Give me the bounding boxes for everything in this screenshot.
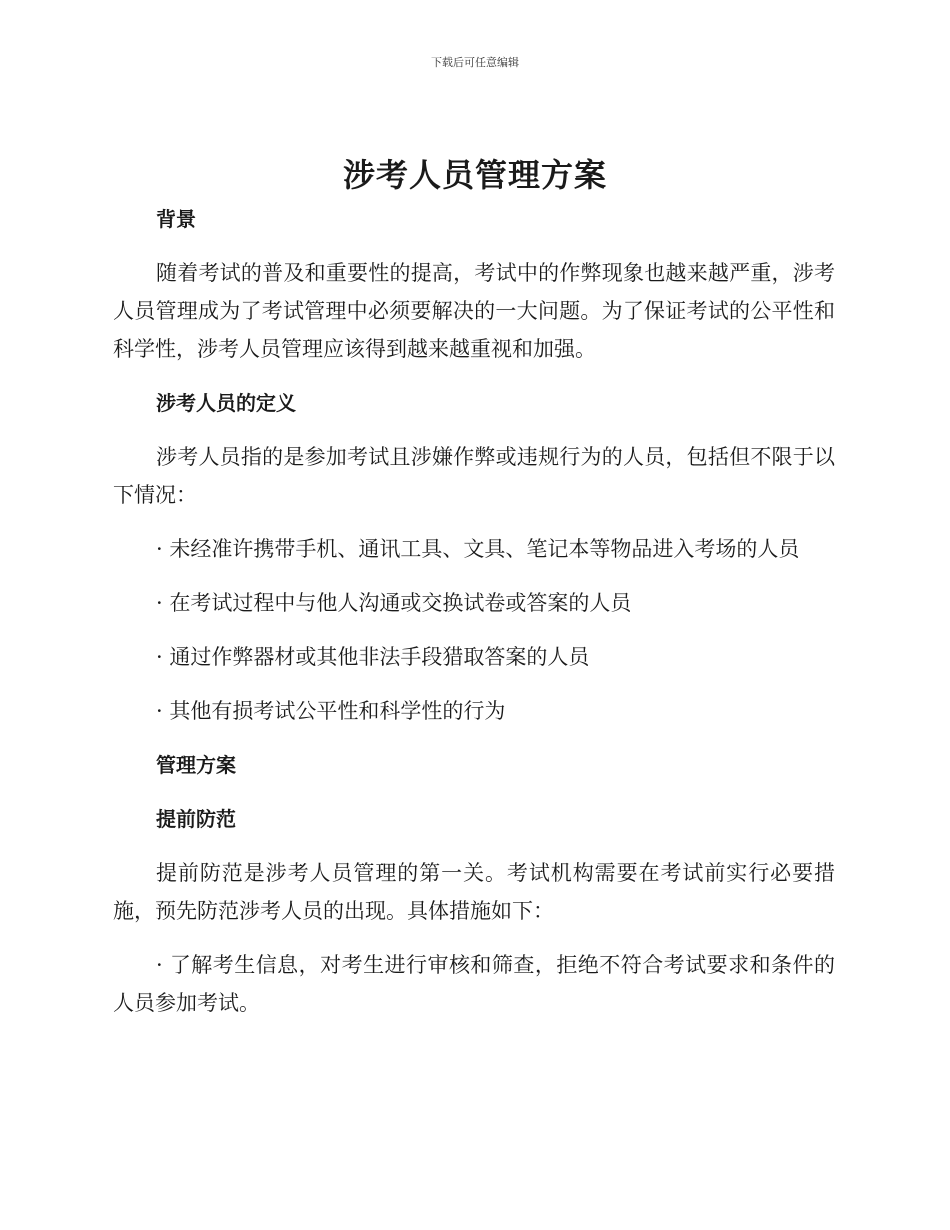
list-item: · 未经准许携带手机、通讯工具、文具、笔记本等物品进入考场的人员: [156, 537, 800, 561]
section-heading-management: 管理方案: [156, 753, 236, 777]
section-heading-prevention: 提前防范: [156, 807, 236, 831]
document-title: 涉考人员管理方案: [342, 156, 607, 194]
paragraph-prevention: 提前防范是涉考人员管理的第一关。考试机构需要在考试前实行必要措施，预先防范涉考人员的出现。具体措施如下：: [113, 861, 835, 923]
paragraph-background: 随着考试的普及和重要性的提高，考试中的作弊现象也越来越严重，涉考人员管理成为了考试管理中必须要解决的一大问题。为了保证考试的公平性和科学性，涉考人员管理应该得到越来越重视和加强。: [113, 261, 835, 361]
list-item: · 通过作弊器材或其他非法手段猎取答案的人员: [156, 645, 590, 669]
section-heading-definition: 涉考人员的定义: [156, 391, 296, 415]
page-header-note: 下载后可任意编辑: [431, 56, 519, 69]
paragraph-definition: 涉考人员指的是参加考试且涉嫌作弊或违规行为的人员，包括但不限于以下情况：: [113, 445, 835, 507]
list-item: · 其他有损考试公平性和科学性的行为: [156, 699, 506, 723]
list-item: · 了解考生信息，对考生进行审核和筛查，拒绝不符合考试要求和条件的人员参加考试。: [113, 953, 835, 1015]
document-body: [113, 200, 835, 1038]
list-item: · 在考试过程中与他人沟通或交换试卷或答案的人员: [156, 591, 632, 615]
section-heading-background: 背景: [156, 207, 196, 231]
